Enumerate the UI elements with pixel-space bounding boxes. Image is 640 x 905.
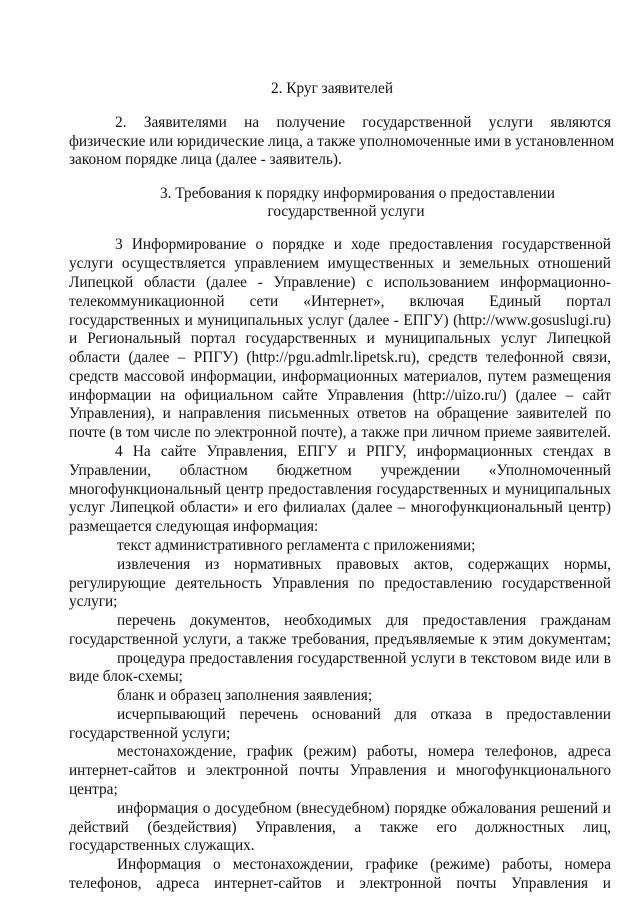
paragraph-4-line: 4 На сайте Управления, ЕПГУ и РПГУ, информационных стендах в bbox=[115, 443, 611, 460]
section-3-heading: 3. Требования к порядку информирования о предоставлении bbox=[160, 185, 555, 202]
list-item: местонахождение, график (режим) работы, номера телефонов, адреса bbox=[117, 743, 611, 760]
paragraph-4-line: размещается следующая информация: bbox=[69, 518, 319, 535]
paragraph-3-line: 3 Информирование о порядке и ходе предоставления государственной bbox=[115, 236, 611, 253]
paragraph-4-line: услуг Липецкой области» и его филиалах (далее – многофункциональный центр) bbox=[69, 499, 611, 516]
list-item: Информация о местонахождении, графике (режиме) работы, номера bbox=[117, 856, 611, 873]
list-item-cont: государственной услуги; bbox=[69, 725, 231, 742]
paragraph-4-line: многофункциональный центр предоставления государственных и муниципальных bbox=[69, 481, 611, 498]
paragraph-3-line: информации на официальном сайте Управления (http://uizo.ru/) (далее – сайт bbox=[69, 387, 611, 404]
paragraph-2-line: 2. Заявителями на получение государственной услуги являются bbox=[115, 114, 611, 131]
list-item-cont: виде блок-схемы; bbox=[69, 668, 183, 685]
list-item-cont: действий (бездействия) Управления, а также его должностных лиц, bbox=[69, 819, 611, 836]
list-item: бланк и образец заполнения заявления; bbox=[117, 687, 373, 704]
list-item: текст административного регламента с приложениями; bbox=[117, 537, 476, 554]
list-item-cont: центра; bbox=[69, 781, 118, 798]
paragraph-3-line: услуги осуществляется управлением имущественных и земельных отношений bbox=[69, 255, 611, 272]
paragraph-3-line: области (далее – РПГУ) (http://pgu.admlr.lipetsk.ru), средств телефонной связи, bbox=[69, 349, 611, 366]
list-item-cont: услуги; bbox=[69, 593, 118, 610]
list-item-cont: государственной услуги, а также требования, предъявляемые к этим документам; bbox=[69, 631, 611, 648]
paragraph-4-line: Управлении, областном бюджетном учреждении «Уполномоченный bbox=[69, 462, 611, 479]
paragraph-3-line: телекоммуникационной сети «Интернет», включая Единый портал bbox=[69, 293, 611, 310]
paragraph-3-line: Управления), и направления письменных ответов на обращение заявителей по bbox=[69, 405, 611, 422]
section-3-heading-cont: государственной услуги bbox=[267, 203, 425, 220]
list-item: исчерпывающий перечень оснований для отказа в предоставлении bbox=[117, 706, 611, 723]
list-item: извлечения из нормативных правовых актов, содержащих нормы, bbox=[117, 556, 611, 573]
paragraph-3-line: почте (в том числе по электронной почте), а также при личном приеме заявителей. bbox=[69, 424, 611, 441]
paragraph-3-line: Липецкой области (далее - Управление) с использованием информационно- bbox=[69, 274, 611, 291]
paragraph-3-line: и Региональный портал государственных и муниципальных услуг Липецкой bbox=[69, 330, 611, 347]
list-item-cont: телефонов, адреса интернет-сайтов и электронной почты Управления и bbox=[69, 875, 611, 892]
section-2-heading: 2. Круг заявителей bbox=[270, 80, 394, 97]
list-item-cont: регулирующие деятельность Управления по предоставлению государственной bbox=[69, 575, 611, 592]
paragraph-3-line: государственных и муниципальных услуг (далее - ЕПГУ) (http://www.gosuslugi.ru) bbox=[69, 312, 611, 329]
paragraph-3-line: средств массовой информации, информационных материалов, путем размещения bbox=[69, 368, 611, 385]
list-item: перечень документов, необходимых для предоставления гражданам bbox=[117, 612, 611, 629]
list-item-cont: государственных служащих. bbox=[69, 837, 255, 854]
list-item-cont: интернет-сайтов и электронной почты Управления и многофункционального bbox=[69, 762, 611, 779]
list-item: информация о досудебном (внесудебном) порядке обжалования решений и bbox=[117, 800, 611, 817]
paragraph-2-line: физические или юридические лица, а также уполномоченные ими в установленном bbox=[69, 133, 615, 150]
paragraph-2-line: законом порядке лица (далее - заявитель). bbox=[69, 151, 342, 168]
list-item: процедура предоставления государственной услуги в текстовом виде или в bbox=[117, 650, 611, 667]
